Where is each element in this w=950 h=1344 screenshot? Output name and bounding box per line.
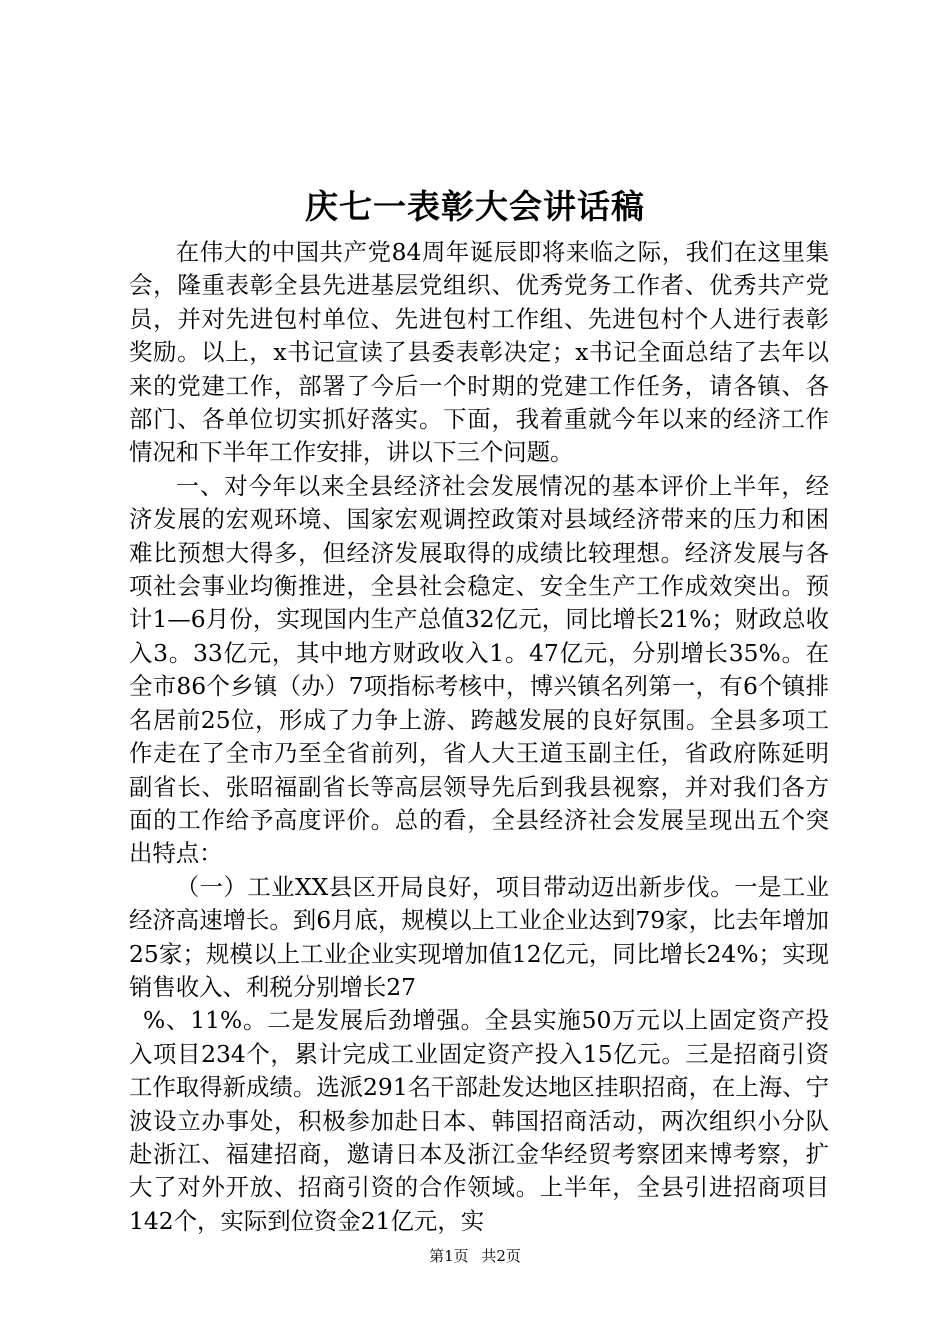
page-number-current: 第1页 [429, 1247, 469, 1265]
page-number-total: 共2页 [481, 1247, 521, 1265]
paragraph-section-one: 一、对今年以来全县经济社会发展情况的基本评价上半年，经济发展的宏观环境、国家宏观调控政策对县域经济带来的压力和困难比预想大得多，但经济发展取得的成绩比较理想。经济发展与各项社会事业均衡推进，全县社会稳定、安全生产工作成效突出。预计1—6月份，实现国内生产总值32亿元，同比增长21%；财政总收入3。33亿元，其中地方财政收入1。47亿元，分别增长35%。在全市86个乡镇（办）7项指标考核中，博兴镇名列第一，有6个镇排名居前25位，形成了力争上游、跨越发展的良好氛围。全县多项工作走在了全市乃至全省前列，省人大王道玉副主任，省政府陈延明副省长、张昭福副省长等高层领导先后到我县视察，并对我们各方面的工作给予高度评价。总的看，全县经济社会发展呈现出五个突出特点： [129, 471, 829, 868]
paragraph-continuation: %、11%。二是发展后劲增强。全县实施50万元以上固定资产投入项目234个，累计完成工业固定资产投入15亿元。三是招商引资工作取得新成绩。选派291名干部赴发达地区挂职招商，在上海、宁波设立办事处，积极参加赴日本、韩国招商活动，两次组织小分队赴浙江、福建招商，邀请日本及浙江金华经贸考察团来博考察，扩大了对外开放、招商引资的合作领域。上半年，全县引进招商项目142个，实际到位资金21亿元，实 [129, 1006, 829, 1235]
page-footer [0, 1246, 950, 1266]
document-title: 庆七一表彰大会讲话稿 [305, 187, 645, 226]
paragraph-intro: 在伟大的中国共产党84周年诞辰即将来临之际，我们在这里集会，隆重表彰全县先进基层党组织、优秀党务工作者、优秀共产党员，并对先进包村单位、先进包村工作组、先进包村个人进行表彰奖励。以上，x书记宣读了县委表彰决定；x书记全面总结了去年以来的党建工作，部署了今后一个时期的党建工作任务，请各镇、各部门、各单位切实抓好落实。下面，我着重就今年以来的经济工作情况和下半年工作安排，讲以下三个问题。 [129, 238, 829, 467]
paragraph-subsection-one: （一）工业XX县区开局良好，项目带动迈出新步伐。一是工业经济高速增长。到6月底，规模以上工业企业达到79家，比去年增加25家；规模以上工业企业实现增加值12亿元，同比增长24%；实现销售收入、利税分别增长27 [129, 872, 829, 1001]
document-body [129, 236, 829, 1238]
